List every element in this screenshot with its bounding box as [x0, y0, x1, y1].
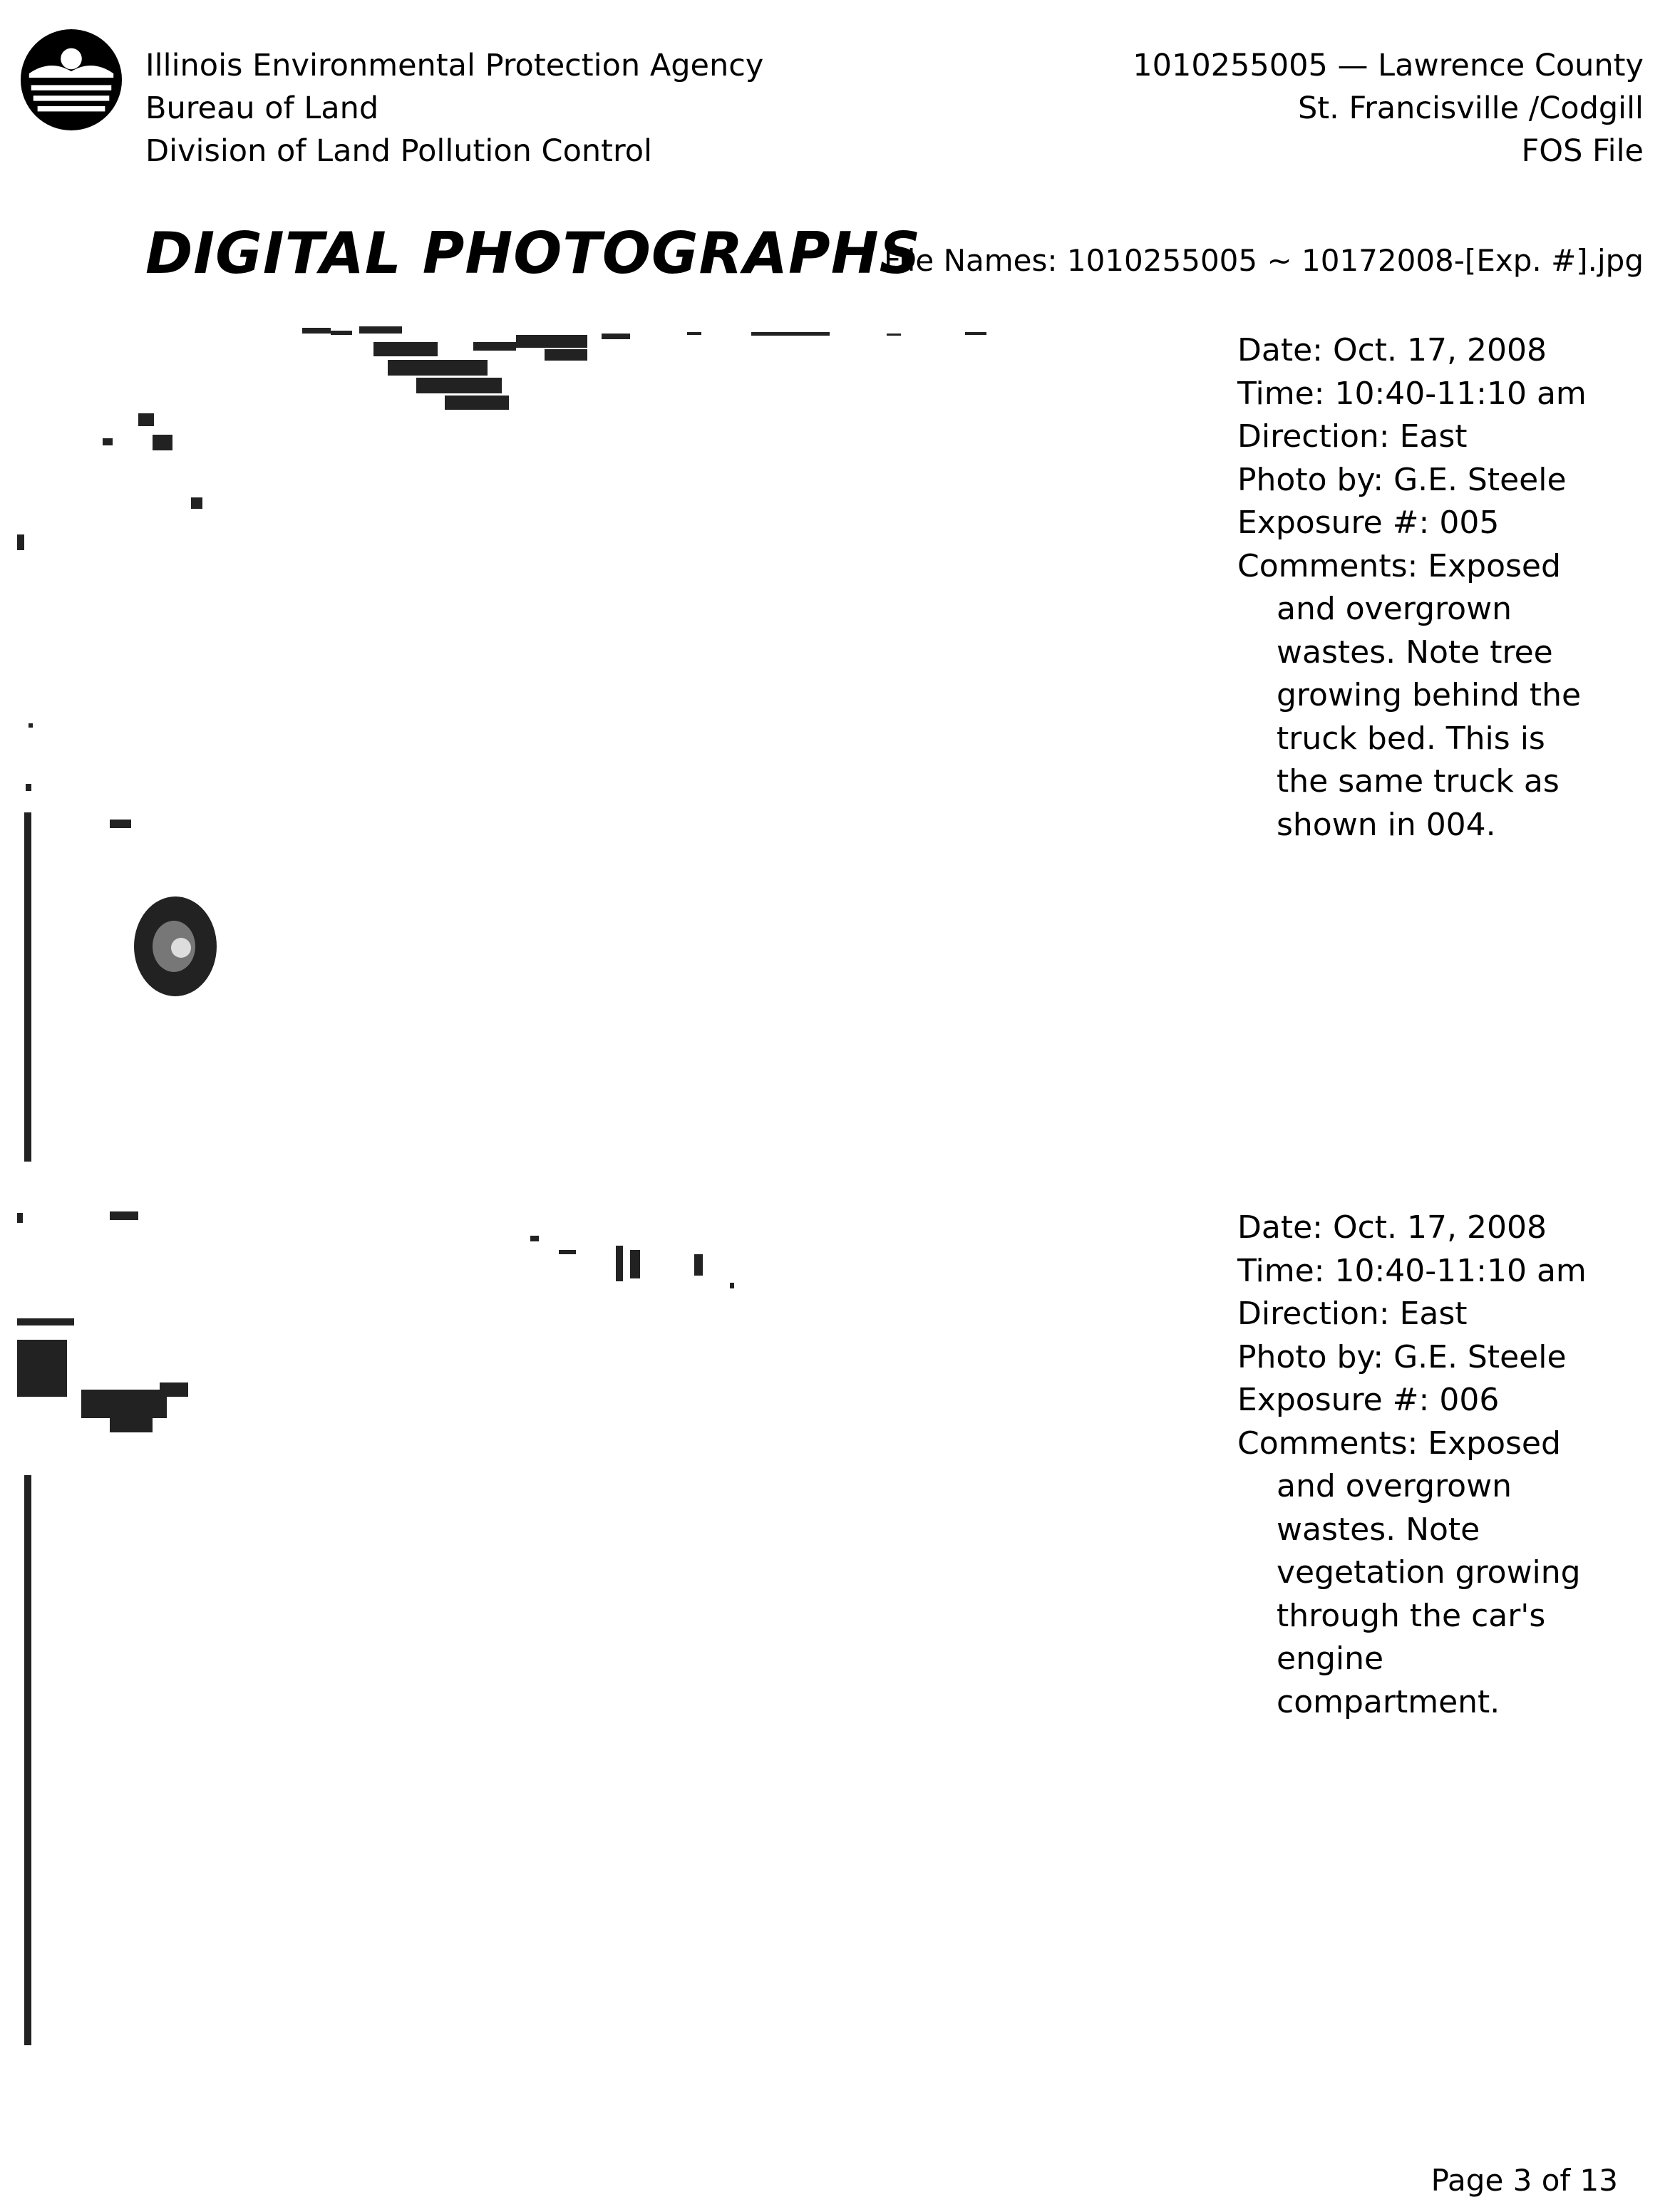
caption-exposure: Exposure #: 006 — [1237, 1382, 1500, 1418]
site-id-county: 1010255005 — Lawrence County — [1133, 48, 1644, 83]
caption-comments-label: Comments: Exposed — [1237, 1425, 1561, 1462]
page-number: Page 3 of 13 — [1431, 2163, 1618, 2198]
photo-005 — [17, 321, 1172, 1162]
illinois-epa-logo-icon — [19, 27, 124, 133]
site-block — [1133, 44, 1644, 172]
photo-caption-006 — [1237, 1206, 1636, 1724]
caption-direction: Direction: East — [1237, 1296, 1468, 1332]
agency-block — [145, 44, 763, 172]
caption-photographer: Photo by: G.E. Steele — [1237, 461, 1567, 498]
caption-direction: Direction: East — [1237, 418, 1468, 455]
agency-name: Illinois Environmental Protection Agency — [145, 48, 764, 83]
caption-comments-label: Comments: Exposed — [1237, 547, 1561, 584]
caption-comments — [1237, 545, 1636, 847]
page-title: DIGITAL PHOTOGRAPHS — [145, 220, 922, 286]
caption-time: Time: 10:40-11:10 am — [1237, 375, 1587, 412]
caption-photographer: Photo by: G.E. Steele — [1237, 1338, 1567, 1375]
caption-time: Time: 10:40-11:10 am — [1237, 1252, 1587, 1289]
division-name: Division of Land Pollution Control — [145, 133, 652, 169]
site-location: St. Francisville /Codgill — [1297, 91, 1644, 126]
caption-date: Date: Oct. 17, 2008 — [1237, 1209, 1547, 1246]
photo-caption-005 — [1237, 329, 1636, 847]
caption-exposure: Exposure #: 005 — [1237, 505, 1500, 541]
caption-comments — [1237, 1422, 1636, 1725]
photo-006 — [17, 1176, 1172, 2067]
caption-comments-text: and overgrown wastes. Note tree growing behind the truck bed. This is the same truck as shown in 004. — [1277, 591, 1582, 843]
caption-date: Date: Oct. 17, 2008 — [1237, 332, 1547, 368]
file-names: File Names: 1010255005 ~ 10172008-[Exp. #].jpg — [883, 243, 1644, 278]
caption-comments-text: and overgrown wastes. Note vegetation growing through the car's engine compartment. — [1277, 1468, 1581, 1720]
file-type: FOS File — [1521, 133, 1644, 169]
bureau-name: Bureau of Land — [145, 91, 379, 126]
